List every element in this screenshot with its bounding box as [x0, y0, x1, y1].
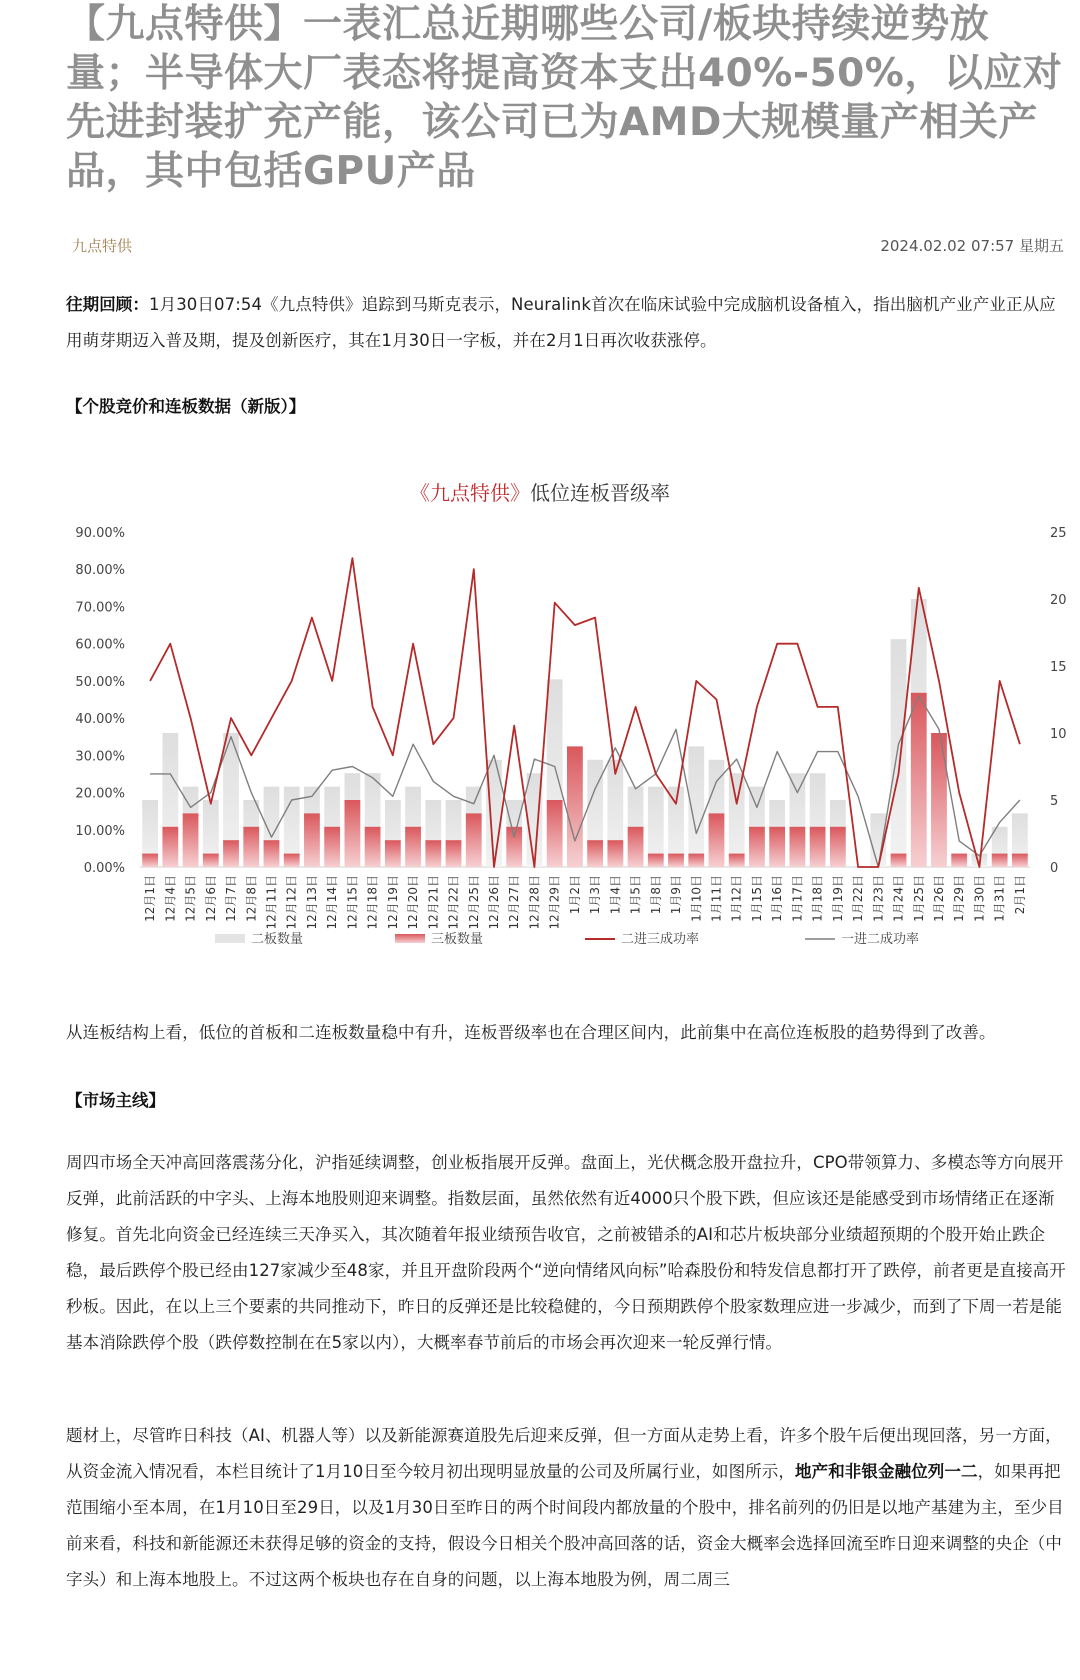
bar-third-board — [223, 840, 239, 867]
x-axis-tick: 1月23日 — [871, 875, 886, 922]
x-axis-tick: 1月10日 — [689, 875, 704, 922]
x-axis-tick: 1月31日 — [992, 875, 1007, 922]
x-axis-tick: 12月27日 — [507, 875, 522, 930]
review-paragraph — [66, 287, 1070, 359]
bar-third-board — [162, 827, 178, 867]
left-axis-tick: 50.00% — [75, 674, 125, 690]
x-axis-tick: 1月25日 — [911, 875, 926, 922]
chart-container — [0, 470, 1080, 990]
x-axis-tick: 12月21日 — [426, 875, 441, 930]
legend-label-third-board: 三板数量 — [431, 932, 484, 947]
bar-third-board — [607, 840, 623, 867]
bar-third-board — [668, 854, 684, 867]
bar-third-board — [243, 827, 259, 867]
x-axis-tick: 1月3日 — [588, 875, 603, 915]
section-heading-stock-data: 【个股竞价和连板数据（新版）】 — [66, 397, 306, 416]
bar-third-board — [1012, 854, 1028, 867]
market-paragraph-1: 周四市场全天冲高回落震荡分化，沪指延续调整，创业板指展开反弹。盘面上，光伏概念股开盘拉升，CPO带领算力、多模态等方向展开反弹，此前活跃的中字头、上海本地股则迎来调整。指数层面，虽然依然有近4000只个股下跌，但应该还是能感受到市场情绪正在逐渐修复。首先北向资金已经连续三天净买入，其次随着年报业绩预告收官，之前被错杀的AI和芯片板块部分业绩超预期的个股开始止跌企稳，最后跌停个股已经由127家减少至48家，并且开盘阶段两个“逆向情绪风向标”哈森股份和特发信息都打开了跌停，前者更是直接高开秒板。因此，在以上三个要素的共同推动下，昨日的反弹还是比较稳健的，今日预期跌停个股家数理应进一步减少，而到了下周一若是能基本消除跌停个股（跌停数控制在在5家以内），大概率春节前后的市场会再次迎来一轮反弹行情。 — [66, 1153, 1066, 1352]
chart-title-rest: 低位连板晋级率 — [530, 481, 670, 505]
x-axis-tick: 12月14日 — [325, 875, 340, 930]
chart-title — [410, 481, 670, 505]
legend-label-two-to-three: 二进三成功率 — [621, 932, 700, 947]
x-axis-tick: 12月22日 — [446, 875, 461, 930]
x-axis-tick: 1月11日 — [709, 875, 724, 922]
x-axis-tick: 1月12日 — [729, 875, 744, 922]
x-axis-tick: 12月8日 — [244, 875, 259, 922]
bar-third-board — [891, 854, 907, 867]
article-title: 【九点特供】一表汇总近期哪些公司/板块持续逆势放量；半导体大厂表态将提高资本支出40%-50%，以应对先进封装扩充产能，该公司已为AMD大规模量产相关产品，其中包括GPU产品 — [66, 2, 1063, 194]
left-axis-tick: 0.00% — [83, 861, 125, 876]
bar-third-board — [304, 813, 320, 867]
x-axis-tick: 2月1日 — [1012, 875, 1027, 915]
bar-third-board — [769, 827, 785, 867]
right-axis-tick: 0 — [1050, 861, 1059, 876]
x-axis-tick: 12月25日 — [466, 875, 481, 930]
bar-third-board — [931, 733, 947, 867]
x-axis-tick: 1月17日 — [790, 875, 805, 922]
review-text: 1月30日07:54《九点特供》追踪到马斯克表示，Neuralink首次在临床试验中完成脑机设备植入，指出脑机产业产业正从应用萌芽期迈入普及期，提及创新医疗，其在1月30日一字板，并在2月1日再次收获涨停。 — [66, 295, 1056, 350]
x-axis-tick: 12月15日 — [345, 875, 360, 930]
legend-swatch-second-board — [215, 934, 245, 943]
left-axis-tick: 80.00% — [75, 563, 125, 579]
legend-label-one-to-two: 一进二成功率 — [841, 932, 920, 947]
x-axis-tick: 1月19日 — [830, 875, 845, 922]
left-axis-tick: 60.00% — [75, 637, 125, 653]
bar-third-board — [203, 854, 219, 867]
bar-third-board — [284, 854, 300, 867]
right-axis-tick: 25 — [1050, 526, 1067, 541]
market-paragraph-2-highlight: 地产和非银金融位列一二 — [795, 1462, 978, 1481]
x-axis-tick: 1月4日 — [608, 875, 623, 915]
bar-third-board — [729, 854, 745, 867]
bar-third-board — [405, 827, 421, 867]
bar-third-board — [587, 840, 603, 867]
bar-second-board — [891, 639, 907, 867]
x-axis-tick: 12月28日 — [527, 875, 542, 930]
bar-third-board — [688, 854, 704, 867]
review-label: 往期回顾： — [66, 295, 149, 314]
bar-third-board — [628, 827, 644, 867]
bar-third-board — [911, 693, 927, 867]
x-axis-tick: 1月30日 — [972, 875, 987, 922]
market-paragraph-2-part-a: 题材上，尽管昨日科技（AI、机器人等）以及新能源赛道股先后迎来反弹，但一方面从走势上看，许多个股午后便出现回落，另一方面，从资金流入情况看，本栏目统计了1月10日至今较月初出现明显放量的公司及所属行业，如图所示， — [66, 1426, 1062, 1481]
bar-third-board — [567, 746, 583, 867]
market-paragraph-2-part-b: ，如果再把范围缩小至本周，在1月10日至29日，以及1月30日至昨日的两个时间段内都放量的个股中，排名前列的仍旧是以地产基建为主，至少目前来看，科技和新能源还未获得足够的资金的支持，假设今日相关个股冲高回落的话，资金大概率会选择回流至昨日迎来调整的央企（中字头）和上海本地股上。不过这两个板块也存在自身的问题，以上海本地股为例，周二周三 — [66, 1462, 1064, 1589]
section-heading-market-mainline: 【市场主线】 — [66, 1091, 165, 1110]
x-axis-tick: 12月18日 — [365, 875, 380, 930]
x-axis-tick: 12月19日 — [385, 875, 400, 930]
bar-third-board — [749, 827, 765, 867]
chart-summary: 从连板结构上看，低位的首板和二连板数量稳中有升，连板晋级率也在合理区间内，此前集中在高位连板股的趋势得到了改善。 — [66, 1023, 996, 1042]
bar-third-board — [344, 800, 360, 867]
x-axis-tick: 12月1日 — [143, 875, 158, 922]
left-axis-tick: 20.00% — [75, 786, 125, 802]
bar-third-board — [466, 813, 482, 867]
line-one-to-two-rate — [150, 696, 1020, 867]
x-axis-tick: 12月7日 — [224, 875, 239, 922]
legend-label-second-board: 二板数量 — [251, 932, 304, 947]
x-axis-tick: 1月26日 — [931, 875, 946, 922]
bar-third-board — [506, 827, 522, 867]
x-axis-tick: 1月22日 — [851, 875, 866, 922]
x-axis-tick: 1月24日 — [891, 875, 906, 922]
right-axis-tick: 15 — [1050, 660, 1067, 675]
x-axis-tick: 1月2日 — [567, 875, 582, 915]
bar-third-board — [951, 854, 967, 867]
x-axis-tick: 1月5日 — [628, 875, 643, 915]
left-axis-tick: 90.00% — [75, 526, 125, 541]
bar-third-board — [324, 827, 340, 867]
chart-title-bracket: 《九点特供》 — [410, 481, 530, 505]
legend-swatch-third-board — [395, 934, 425, 943]
left-axis-tick: 10.00% — [75, 823, 125, 839]
left-axis-tick: 30.00% — [75, 749, 125, 765]
right-axis-tick: 5 — [1050, 794, 1059, 809]
bar-third-board — [183, 813, 199, 867]
x-axis-tick: 1月16日 — [770, 875, 785, 922]
bar-third-board — [385, 840, 401, 867]
bar-second-board — [729, 773, 745, 867]
bar-third-board — [810, 827, 826, 867]
bar-third-board — [425, 840, 441, 867]
x-axis-tick: 12月11日 — [264, 875, 279, 930]
x-axis-tick: 12月4日 — [163, 875, 178, 922]
bar-third-board — [648, 854, 664, 867]
x-axis-tick: 1月9日 — [669, 875, 684, 915]
x-axis-tick: 12月5日 — [183, 875, 198, 922]
bar-third-board — [992, 854, 1008, 867]
x-axis-tick: 12月6日 — [203, 875, 218, 922]
right-axis-tick: 10 — [1050, 727, 1067, 742]
left-axis-tick: 40.00% — [75, 712, 125, 728]
article-source[interactable]: 九点特供 — [72, 237, 133, 255]
x-axis-tick: 12月12日 — [284, 875, 299, 930]
bar-third-board — [446, 840, 462, 867]
promotion-rate-chart — [0, 470, 1080, 990]
x-axis-tick: 1月8日 — [648, 875, 663, 915]
x-axis-tick: 1月18日 — [810, 875, 825, 922]
bar-third-board — [547, 800, 563, 867]
bar-third-board — [142, 854, 158, 867]
x-axis-tick: 12月13日 — [304, 875, 319, 930]
bar-third-board — [365, 827, 381, 867]
bar-third-board — [830, 827, 846, 867]
left-axis-tick: 70.00% — [75, 600, 125, 616]
bar-third-board — [709, 813, 725, 867]
market-paragraph-2 — [66, 1418, 1070, 1598]
x-axis-tick: 12月26日 — [486, 875, 501, 930]
x-axis-tick: 12月29日 — [547, 875, 562, 930]
x-axis-tick: 1月15日 — [749, 875, 764, 922]
x-axis-tick: 1月29日 — [952, 875, 967, 922]
bar-third-board — [789, 827, 805, 867]
x-axis-tick: 12月20日 — [406, 875, 421, 930]
bar-third-board — [264, 840, 280, 867]
article-date: 2024.02.02 07:57 星期五 — [880, 237, 1064, 255]
right-axis-tick: 20 — [1050, 593, 1067, 608]
